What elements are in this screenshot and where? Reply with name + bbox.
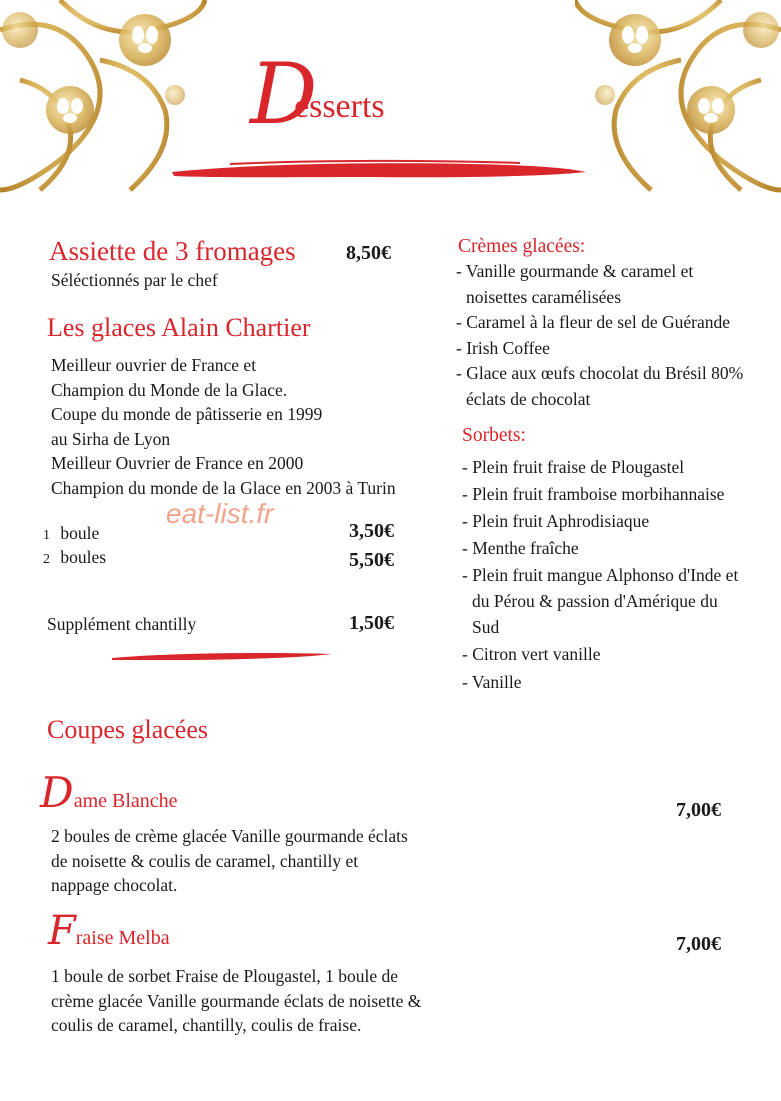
- fraise-initial: F: [48, 908, 76, 954]
- list-item-text: - Irish Coffee: [456, 337, 550, 358]
- fraise-melba-title: [48, 908, 170, 954]
- list-item-text: - Caramel à la fleur de sel de Guérande: [456, 312, 731, 332]
- dame-name: ame Blanche: [73, 790, 178, 812]
- fraise-name: raise Melba: [75, 927, 170, 949]
- dame-blanche-title: [40, 768, 178, 817]
- sorbets-heading: Sorbets:: [462, 425, 526, 446]
- glaces-desc-line: Coupe du monde de pâtisserie en 1999: [51, 404, 323, 424]
- watermark-text: eat-list.fr: [166, 498, 274, 529]
- dame-initial: D: [40, 768, 74, 817]
- option-label: boule: [60, 523, 100, 543]
- list-item: [456, 259, 776, 310]
- list-item-text: - Plein fruit framboise morbihannaise: [462, 484, 725, 504]
- glaces-description: [51, 353, 396, 500]
- cremes-heading: Crèmes glacées:: [458, 236, 586, 257]
- fromages-price: 8,50€: [346, 242, 391, 264]
- fraise-desc-line: coulis de caramel, chantilly, coulis de fraise.: [51, 1015, 362, 1035]
- list-item: [456, 310, 776, 336]
- list-item-text: éclats de chocolat: [466, 388, 591, 409]
- list-item-text: Sud: [472, 617, 500, 637]
- list-item-text: - Citron vert vanille: [462, 644, 601, 664]
- glaces-desc-line: Meilleur Ouvrier de France en 2000: [51, 453, 304, 473]
- title-underline-brush: [170, 158, 590, 186]
- dame-price: 7,00€: [676, 799, 721, 821]
- fraise-desc-line: 1 boule de sorbet Fraise de Plougastel, 1 boule de: [51, 966, 399, 986]
- page-title: [250, 45, 490, 143]
- list-item-text: noisettes caramélisées: [466, 286, 622, 307]
- list-item: [462, 562, 777, 640]
- option-price-1: 3,50€: [349, 520, 394, 542]
- mandala-ornament-right-icon: [575, 0, 781, 200]
- glaces-heading: Les glaces Alain Chartier: [47, 313, 311, 342]
- title-text: esserts: [294, 88, 385, 125]
- fromages-note: Séléctionnés par le chef: [51, 270, 218, 290]
- title-initial: D: [250, 45, 318, 143]
- list-item-text: - Vanille gourmande & caramel et: [456, 261, 694, 281]
- dame-description: [51, 824, 408, 898]
- list-item: [462, 668, 777, 696]
- fromages-title: Assiette de 3 fromages: [49, 236, 296, 266]
- coupes-heading: Coupes glacées: [47, 715, 209, 744]
- list-item: [462, 508, 777, 535]
- option-price-2: 5,50€: [349, 549, 394, 571]
- fraise-price: 7,00€: [676, 933, 721, 955]
- list-item: [456, 336, 776, 362]
- list-item: [462, 481, 777, 508]
- glaces-desc-line: au Sirha de Lyon: [51, 428, 171, 449]
- list-item-text: - Glace aux œufs chocolat du Brésil 80%: [456, 363, 744, 383]
- list-item: [462, 454, 777, 481]
- glaces-desc-line: Champion du monde de la Glace en 2003 à Turin: [51, 477, 396, 498]
- sorbets-list: [462, 454, 777, 696]
- fraise-description: [51, 964, 421, 1038]
- list-item-text: - Plein fruit mangue Alphonso d'Inde et: [462, 565, 739, 585]
- dame-desc-line: nappage chocolat.: [51, 875, 178, 895]
- glaces-desc-line: Meilleur ouvrier de France et: [51, 355, 257, 375]
- list-item-text: du Pérou & passion d'Amérique du: [472, 591, 718, 611]
- supplement-label: Supplément chantilly: [47, 614, 197, 634]
- option-row-2: [43, 545, 106, 573]
- dame-desc-line: de noisette & coulis de caramel, chantilly et: [51, 850, 359, 871]
- option-qty: 1: [43, 528, 50, 543]
- option-label: boules: [60, 547, 107, 567]
- list-item-text: - Plein fruit fraise de Plougastel: [462, 457, 685, 477]
- supplement-price: 1,50€: [349, 612, 394, 634]
- dame-desc-line: 2 boules de crème glacée Vanille gourmande éclats: [51, 826, 408, 846]
- cremes-list: [456, 259, 776, 412]
- list-item-text: - Vanille: [462, 672, 522, 692]
- list-item: [456, 361, 776, 412]
- glaces-desc-line: Champion du Monde de la Glace.: [51, 379, 288, 400]
- section-divider-brush: [110, 648, 336, 667]
- list-item-text: - Menthe fraîche: [462, 538, 579, 558]
- list-item: [462, 640, 777, 668]
- list-item-text: - Plein fruit Aphrodisiaque: [462, 511, 650, 531]
- option-qty: 2: [43, 552, 50, 567]
- fraise-desc-line: crème glacée Vanille gourmande éclats de noisette &: [51, 990, 422, 1011]
- list-item: [462, 535, 777, 562]
